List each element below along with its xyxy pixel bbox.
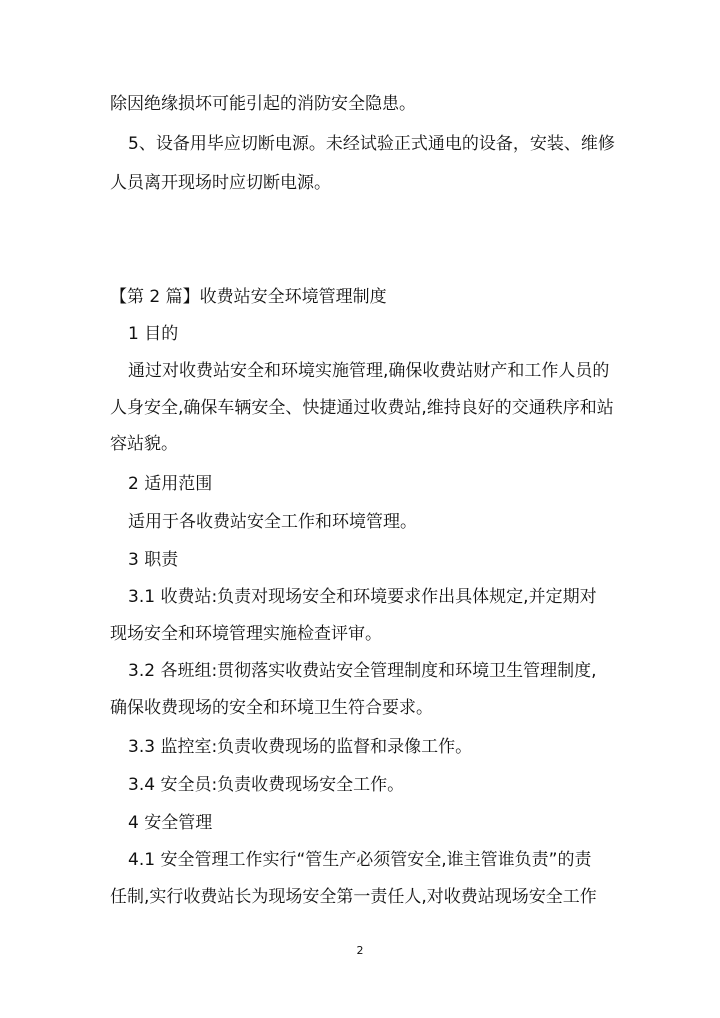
text-line: 人身安全,确保车辆安全、快捷通过收费站,维持良好的交通秩序和站 (110, 398, 614, 418)
text-line: 4.1 安全管理工作实行“管生产必须管安全,谁主管谁负责”的责 (128, 850, 592, 870)
text-line: 3.1 收费站:负责对现场安全和环境要求作出具体规定,并定期对 (128, 587, 597, 607)
text-line: 适用于各收费站安全工作和环境管理。 (128, 512, 417, 532)
text-line: 4 安全管理 (128, 813, 213, 833)
text-line: 3.4 安全员:负责收费现场安全工作。 (128, 775, 405, 795)
text-line: 容站貌。 (110, 434, 178, 454)
text-line: 人员离开现场时应切断电源。 (110, 173, 331, 193)
text-line: 3.3 监控室:负责收费现场的监督和录像工作。 (128, 737, 473, 757)
text-line: 3 职责 (128, 550, 179, 570)
page-number: 2 (356, 944, 364, 957)
text-line: 5、设备用毕应切断电源。未经试验正式通电的设备，安装、维修 (128, 134, 615, 154)
text-line: 除因绝缘损坏可能引起的消防安全隐患。 (110, 94, 416, 114)
text-line: 确保收费现场的安全和环境卫生符合要求。 (110, 698, 433, 718)
text-line: 通过对收费站安全和环境实施管理,确保收费站财产和工作人员的 (128, 361, 610, 381)
section-heading: 【第 2 篇】收费站安全环境管理制度 (110, 287, 387, 307)
text-line: 2 适用范围 (128, 474, 213, 494)
text-line: 任制,实行收费站长为现场安全第一责任人,对收费站现场安全工作 (110, 887, 597, 907)
text-line: 现场安全和环境管理实施检查评审。 (110, 624, 382, 644)
text-line: 3.2 各班组:贯彻落实收费站安全管理制度和环境卫生管理制度, (128, 661, 597, 681)
text-line: 1 目的 (128, 324, 179, 344)
